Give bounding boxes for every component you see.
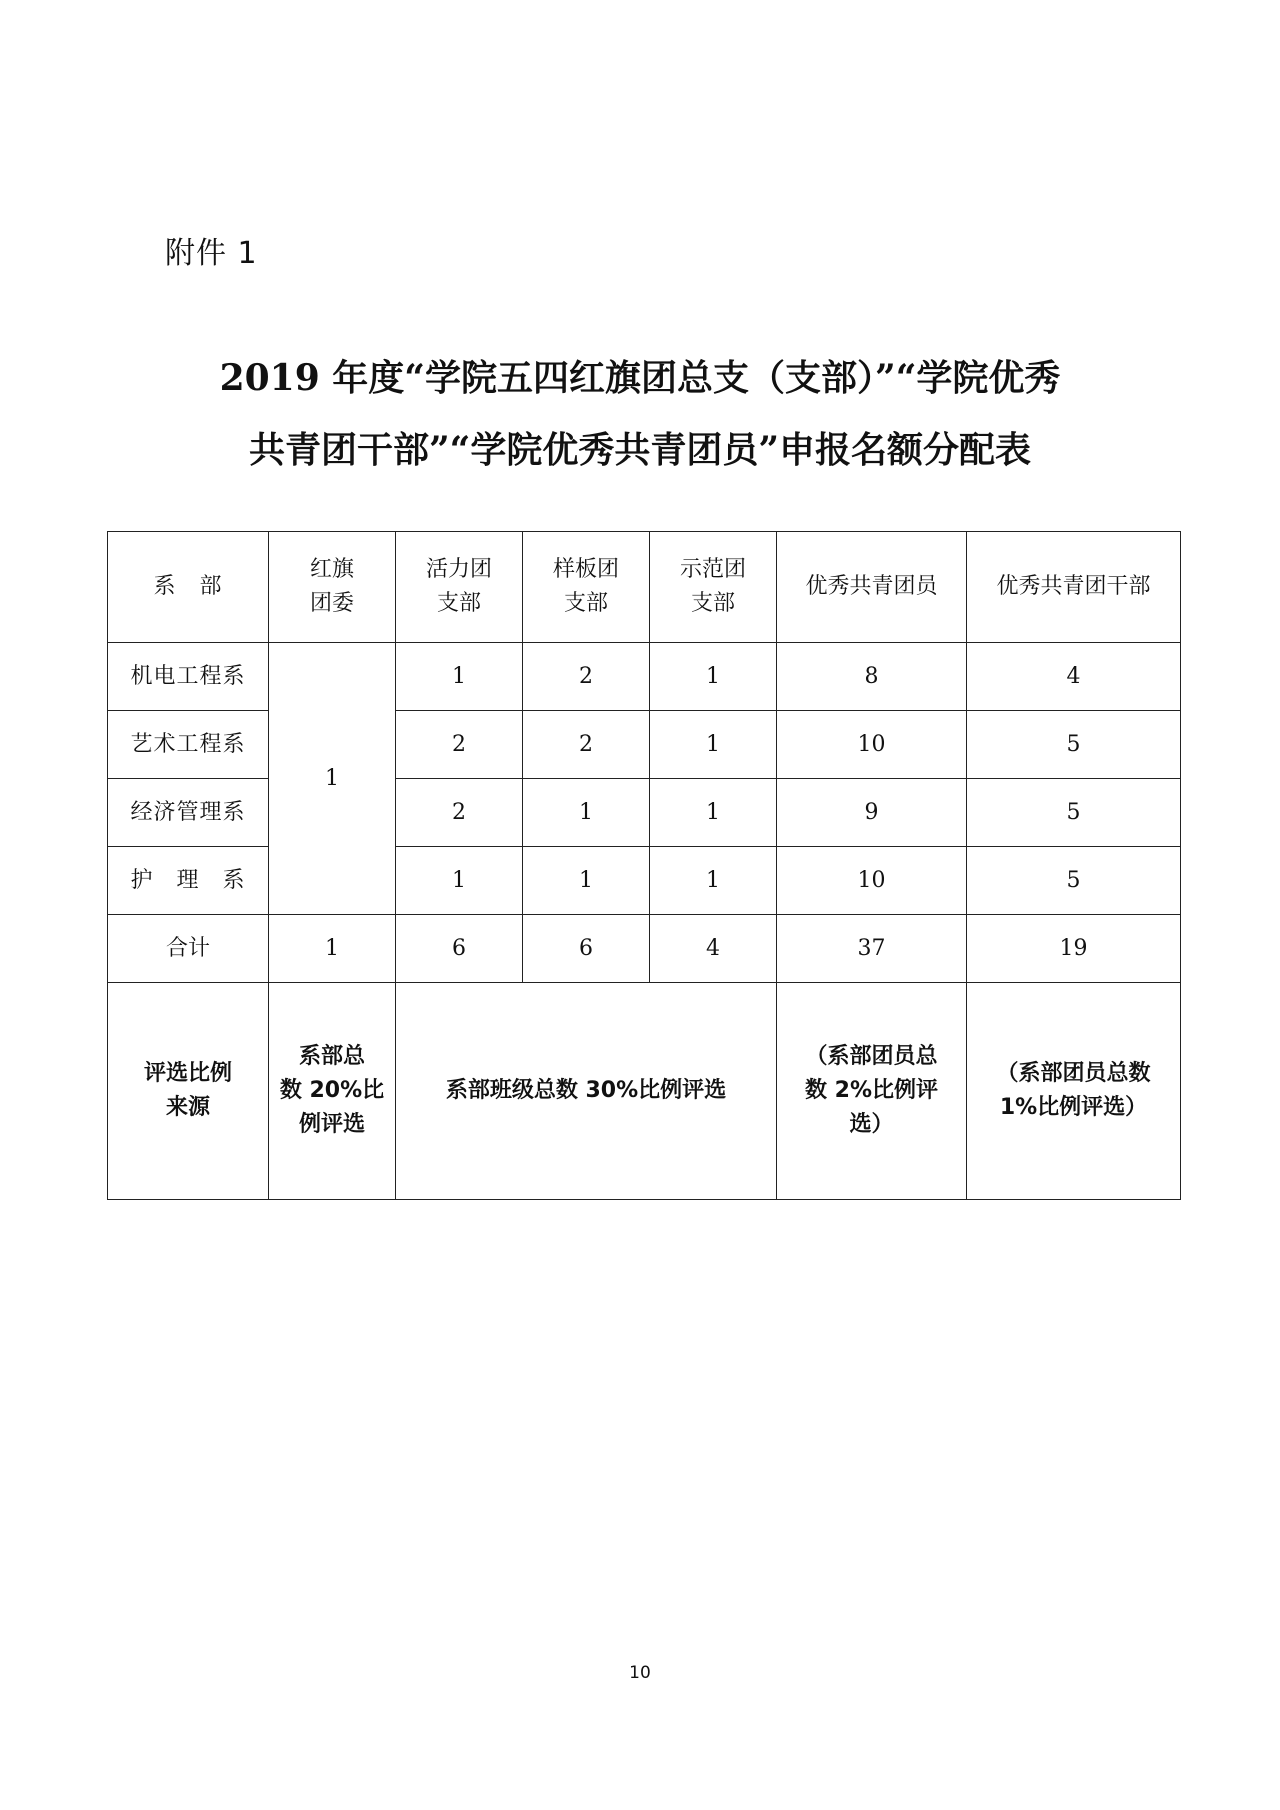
row-vitality: 2 — [396, 711, 523, 779]
header-vitality-line1: 活力团 — [425, 557, 492, 582]
header-vitality — [396, 532, 523, 643]
row-demo: 1 — [650, 643, 777, 711]
source-red-flag-line1: 系部总 — [298, 1044, 365, 1069]
row-dept: 护 理 系 — [108, 847, 269, 915]
header-dept: 系 部 — [108, 532, 269, 643]
header-model-line1: 样板团 — [552, 557, 619, 582]
row-members: 10 — [777, 847, 967, 915]
header-red-flag-line2: 团委 — [309, 591, 354, 616]
row-vitality: 1 — [396, 847, 523, 915]
total-label: 合计 — [108, 915, 269, 983]
row-demo: 1 — [650, 779, 777, 847]
row-dept: 机电工程系 — [108, 643, 269, 711]
header-red-flag — [269, 532, 396, 643]
total-model: 6 — [523, 915, 650, 983]
header-model-line2: 支部 — [563, 591, 608, 616]
row-model: 2 — [523, 711, 650, 779]
total-red-flag: 1 — [269, 915, 396, 983]
row-model: 1 — [523, 779, 650, 847]
row-members: 8 — [777, 643, 967, 711]
header-red-flag-line1: 红旗 — [309, 557, 354, 582]
table-row — [108, 711, 1181, 779]
source-label-line1: 评选比例 — [143, 1061, 232, 1086]
header-vitality-line2: 支部 — [436, 591, 481, 616]
source-red-flag — [269, 983, 396, 1200]
header-demo-line1: 示范团 — [679, 557, 746, 582]
quota-allocation-table — [107, 531, 1181, 1200]
row-dept: 经济管理系 — [108, 779, 269, 847]
attachment-label: 附件 1 — [165, 236, 258, 271]
source-red-flag-line3: 例评选 — [298, 1112, 365, 1137]
row-demo: 1 — [650, 847, 777, 915]
row-vitality: 1 — [396, 643, 523, 711]
row-cadres: 5 — [967, 711, 1181, 779]
row-demo: 1 — [650, 711, 777, 779]
table-row — [108, 643, 1181, 711]
row-model: 2 — [523, 643, 650, 711]
row-model: 1 — [523, 847, 650, 915]
source-members-line1: （系部团员总 — [805, 1044, 938, 1069]
source-members-line2: 数 2%比例评 — [804, 1078, 938, 1103]
row-cadres: 4 — [967, 643, 1181, 711]
total-vitality: 6 — [396, 915, 523, 983]
total-members: 37 — [777, 915, 967, 983]
source-red-flag-line2: 数 20%比 — [279, 1078, 385, 1103]
source-cadres-line2: 1%比例评选） — [999, 1095, 1148, 1120]
row-cadres: 5 — [967, 847, 1181, 915]
row-members: 9 — [777, 779, 967, 847]
row-cadres: 5 — [967, 779, 1181, 847]
header-demo — [650, 532, 777, 643]
source-label — [108, 983, 269, 1200]
header-members: 优秀共青团员 — [777, 532, 967, 643]
row-members: 10 — [777, 711, 967, 779]
selection-source-row — [108, 983, 1181, 1200]
table-header-row — [108, 532, 1181, 643]
row-vitality: 2 — [396, 779, 523, 847]
source-members-line3: 选） — [849, 1112, 894, 1137]
page-number: 10 — [629, 1663, 651, 1683]
source-cadres — [967, 983, 1181, 1200]
header-cadres: 优秀共青团干部 — [967, 532, 1181, 643]
document-title-line-1: 2019 年度“学院五四红旗团总支（支部）”“学院优秀 — [219, 357, 1061, 399]
document-title-line-2: 共青团干部”“学院优秀共青团员”申报名额分配表 — [248, 429, 1032, 471]
source-label-line2: 来源 — [165, 1095, 210, 1120]
source-cadres-line1: （系部团员总数 — [996, 1061, 1151, 1086]
source-members — [777, 983, 967, 1200]
table-row — [108, 779, 1181, 847]
table-row — [108, 847, 1181, 915]
total-demo: 4 — [650, 915, 777, 983]
total-row — [108, 915, 1181, 983]
row-dept: 艺术工程系 — [108, 711, 269, 779]
total-cadres: 19 — [967, 915, 1181, 983]
source-branches: 系部班级总数 30%比例评选 — [396, 983, 777, 1200]
red-flag-merged-cell: 1 — [269, 643, 396, 915]
header-demo-line2: 支部 — [690, 591, 735, 616]
header-model — [523, 532, 650, 643]
